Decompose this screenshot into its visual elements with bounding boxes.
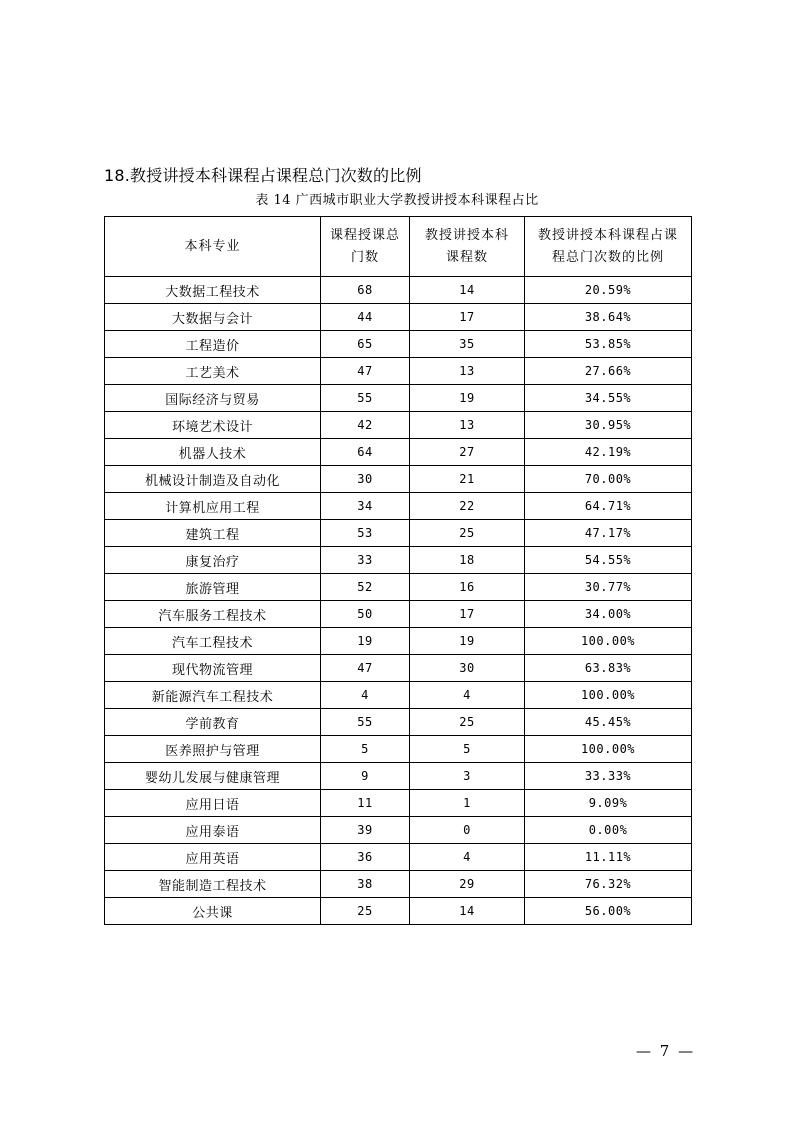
cell-major: 智能制造工程技术 <box>105 871 321 898</box>
cell-major: 汽车工程技术 <box>105 628 321 655</box>
cell-major: 大数据与会计 <box>105 304 321 331</box>
cell-ratio: 100.00% <box>525 628 692 655</box>
table-row <box>105 385 692 412</box>
cell-major: 工程造价 <box>105 331 321 358</box>
cell-total-courses: 47 <box>321 358 410 385</box>
cell-total-courses: 38 <box>321 871 410 898</box>
cell-ratio: 30.77% <box>525 574 692 601</box>
cell-ratio: 30.95% <box>525 412 692 439</box>
cell-professor-courses: 35 <box>410 331 525 358</box>
cell-major: 应用英语 <box>105 844 321 871</box>
table-row <box>105 601 692 628</box>
cell-professor-courses: 14 <box>410 898 525 925</box>
cell-total-courses: 68 <box>321 277 410 304</box>
cell-major: 应用日语 <box>105 790 321 817</box>
cell-total-courses: 44 <box>321 304 410 331</box>
cell-ratio: 76.32% <box>525 871 692 898</box>
table-row <box>105 871 692 898</box>
cell-total-courses: 65 <box>321 331 410 358</box>
cell-ratio: 100.00% <box>525 736 692 763</box>
cell-major: 新能源汽车工程技术 <box>105 682 321 709</box>
table-header <box>105 217 692 277</box>
cell-major: 康复治疗 <box>105 547 321 574</box>
cell-major: 机械设计制造及自动化 <box>105 466 321 493</box>
cell-ratio: 34.00% <box>525 601 692 628</box>
table-row <box>105 655 692 682</box>
table-row <box>105 547 692 574</box>
courses-table <box>104 216 692 925</box>
cell-ratio: 53.85% <box>525 331 692 358</box>
table-row <box>105 574 692 601</box>
cell-total-courses: 64 <box>321 439 410 466</box>
cell-ratio: 70.00% <box>525 466 692 493</box>
table-row <box>105 628 692 655</box>
cell-total-courses: 47 <box>321 655 410 682</box>
cell-professor-courses: 17 <box>410 601 525 628</box>
cell-major: 计算机应用工程 <box>105 493 321 520</box>
cell-ratio: 45.45% <box>525 709 692 736</box>
cell-major: 婴幼儿发展与健康管理 <box>105 763 321 790</box>
cell-ratio: 11.11% <box>525 844 692 871</box>
cell-professor-courses: 19 <box>410 385 525 412</box>
table-row <box>105 412 692 439</box>
cell-total-courses: 36 <box>321 844 410 871</box>
cell-ratio: 27.66% <box>525 358 692 385</box>
cell-total-courses: 33 <box>321 547 410 574</box>
cell-total-courses: 39 <box>321 817 410 844</box>
cell-professor-courses: 29 <box>410 871 525 898</box>
cell-ratio: 56.00% <box>525 898 692 925</box>
table-caption: 表 14 广西城市职业大学教授讲授本科课程占比 <box>255 193 539 208</box>
cell-ratio: 9.09% <box>525 790 692 817</box>
cell-professor-courses: 18 <box>410 547 525 574</box>
table-row <box>105 844 692 871</box>
cell-professor-courses: 13 <box>410 358 525 385</box>
cell-professor-courses: 0 <box>410 817 525 844</box>
table-row <box>105 790 692 817</box>
cell-ratio: 20.59% <box>525 277 692 304</box>
cell-major: 国际经济与贸易 <box>105 385 321 412</box>
cell-professor-courses: 4 <box>410 844 525 871</box>
cell-total-courses: 19 <box>321 628 410 655</box>
cell-ratio: 47.17% <box>525 520 692 547</box>
cell-total-courses: 50 <box>321 601 410 628</box>
section-title: 18.教授讲授本科课程占课程总门次数的比例 <box>104 166 422 185</box>
cell-professor-courses: 30 <box>410 655 525 682</box>
table-row <box>105 331 692 358</box>
cell-total-courses: 55 <box>321 385 410 412</box>
cell-major: 学前教育 <box>105 709 321 736</box>
table-row <box>105 682 692 709</box>
cell-ratio: 42.19% <box>525 439 692 466</box>
cell-ratio: 38.64% <box>525 304 692 331</box>
cell-total-courses: 5 <box>321 736 410 763</box>
cell-ratio: 0.00% <box>525 817 692 844</box>
cell-total-courses: 42 <box>321 412 410 439</box>
cell-ratio: 63.83% <box>525 655 692 682</box>
table-row <box>105 817 692 844</box>
cell-professor-courses: 25 <box>410 709 525 736</box>
cell-major: 旅游管理 <box>105 574 321 601</box>
cell-ratio: 64.71% <box>525 493 692 520</box>
cell-major: 医养照护与管理 <box>105 736 321 763</box>
cell-professor-courses: 21 <box>410 466 525 493</box>
cell-total-courses: 4 <box>321 682 410 709</box>
cell-total-courses: 25 <box>321 898 410 925</box>
cell-professor-courses: 25 <box>410 520 525 547</box>
table-row <box>105 358 692 385</box>
cell-major: 公共课 <box>105 898 321 925</box>
cell-total-courses: 55 <box>321 709 410 736</box>
cell-ratio: 54.55% <box>525 547 692 574</box>
cell-major: 环境艺术设计 <box>105 412 321 439</box>
table-row <box>105 520 692 547</box>
table-row <box>105 736 692 763</box>
cell-major: 现代物流管理 <box>105 655 321 682</box>
cell-professor-courses: 16 <box>410 574 525 601</box>
cell-professor-courses: 27 <box>410 439 525 466</box>
cell-major: 大数据工程技术 <box>105 277 321 304</box>
table-row <box>105 277 692 304</box>
cell-major: 建筑工程 <box>105 520 321 547</box>
cell-professor-courses: 5 <box>410 736 525 763</box>
table-row <box>105 898 692 925</box>
cell-ratio: 33.33% <box>525 763 692 790</box>
cell-total-courses: 53 <box>321 520 410 547</box>
table-row <box>105 763 692 790</box>
cell-professor-courses: 4 <box>410 682 525 709</box>
cell-professor-courses: 13 <box>410 412 525 439</box>
cell-professor-courses: 1 <box>410 790 525 817</box>
cell-professor-courses: 19 <box>410 628 525 655</box>
cell-ratio: 34.55% <box>525 385 692 412</box>
cell-total-courses: 52 <box>321 574 410 601</box>
cell-professor-courses: 22 <box>410 493 525 520</box>
cell-total-courses: 9 <box>321 763 410 790</box>
cell-major: 应用泰语 <box>105 817 321 844</box>
header-professor-courses: 教授讲授本科 课程数 <box>410 217 525 277</box>
page-number: — 7 — <box>636 1042 696 1060</box>
cell-ratio: 100.00% <box>525 682 692 709</box>
header-total-courses: 课程授课总 门数 <box>321 217 410 277</box>
cell-major: 机器人技术 <box>105 439 321 466</box>
header-major: 本科专业 <box>105 217 321 277</box>
cell-total-courses: 11 <box>321 790 410 817</box>
cell-major: 汽车服务工程技术 <box>105 601 321 628</box>
table-row <box>105 466 692 493</box>
header-ratio: 教授讲授本科课程占课 程总门次数的比例 <box>525 217 692 277</box>
cell-major: 工艺美术 <box>105 358 321 385</box>
cell-professor-courses: 14 <box>410 277 525 304</box>
cell-professor-courses: 17 <box>410 304 525 331</box>
table-row <box>105 709 692 736</box>
cell-professor-courses: 3 <box>410 763 525 790</box>
cell-total-courses: 34 <box>321 493 410 520</box>
table-row <box>105 304 692 331</box>
table-row <box>105 493 692 520</box>
table-body <box>105 277 692 925</box>
table-row <box>105 439 692 466</box>
cell-total-courses: 30 <box>321 466 410 493</box>
